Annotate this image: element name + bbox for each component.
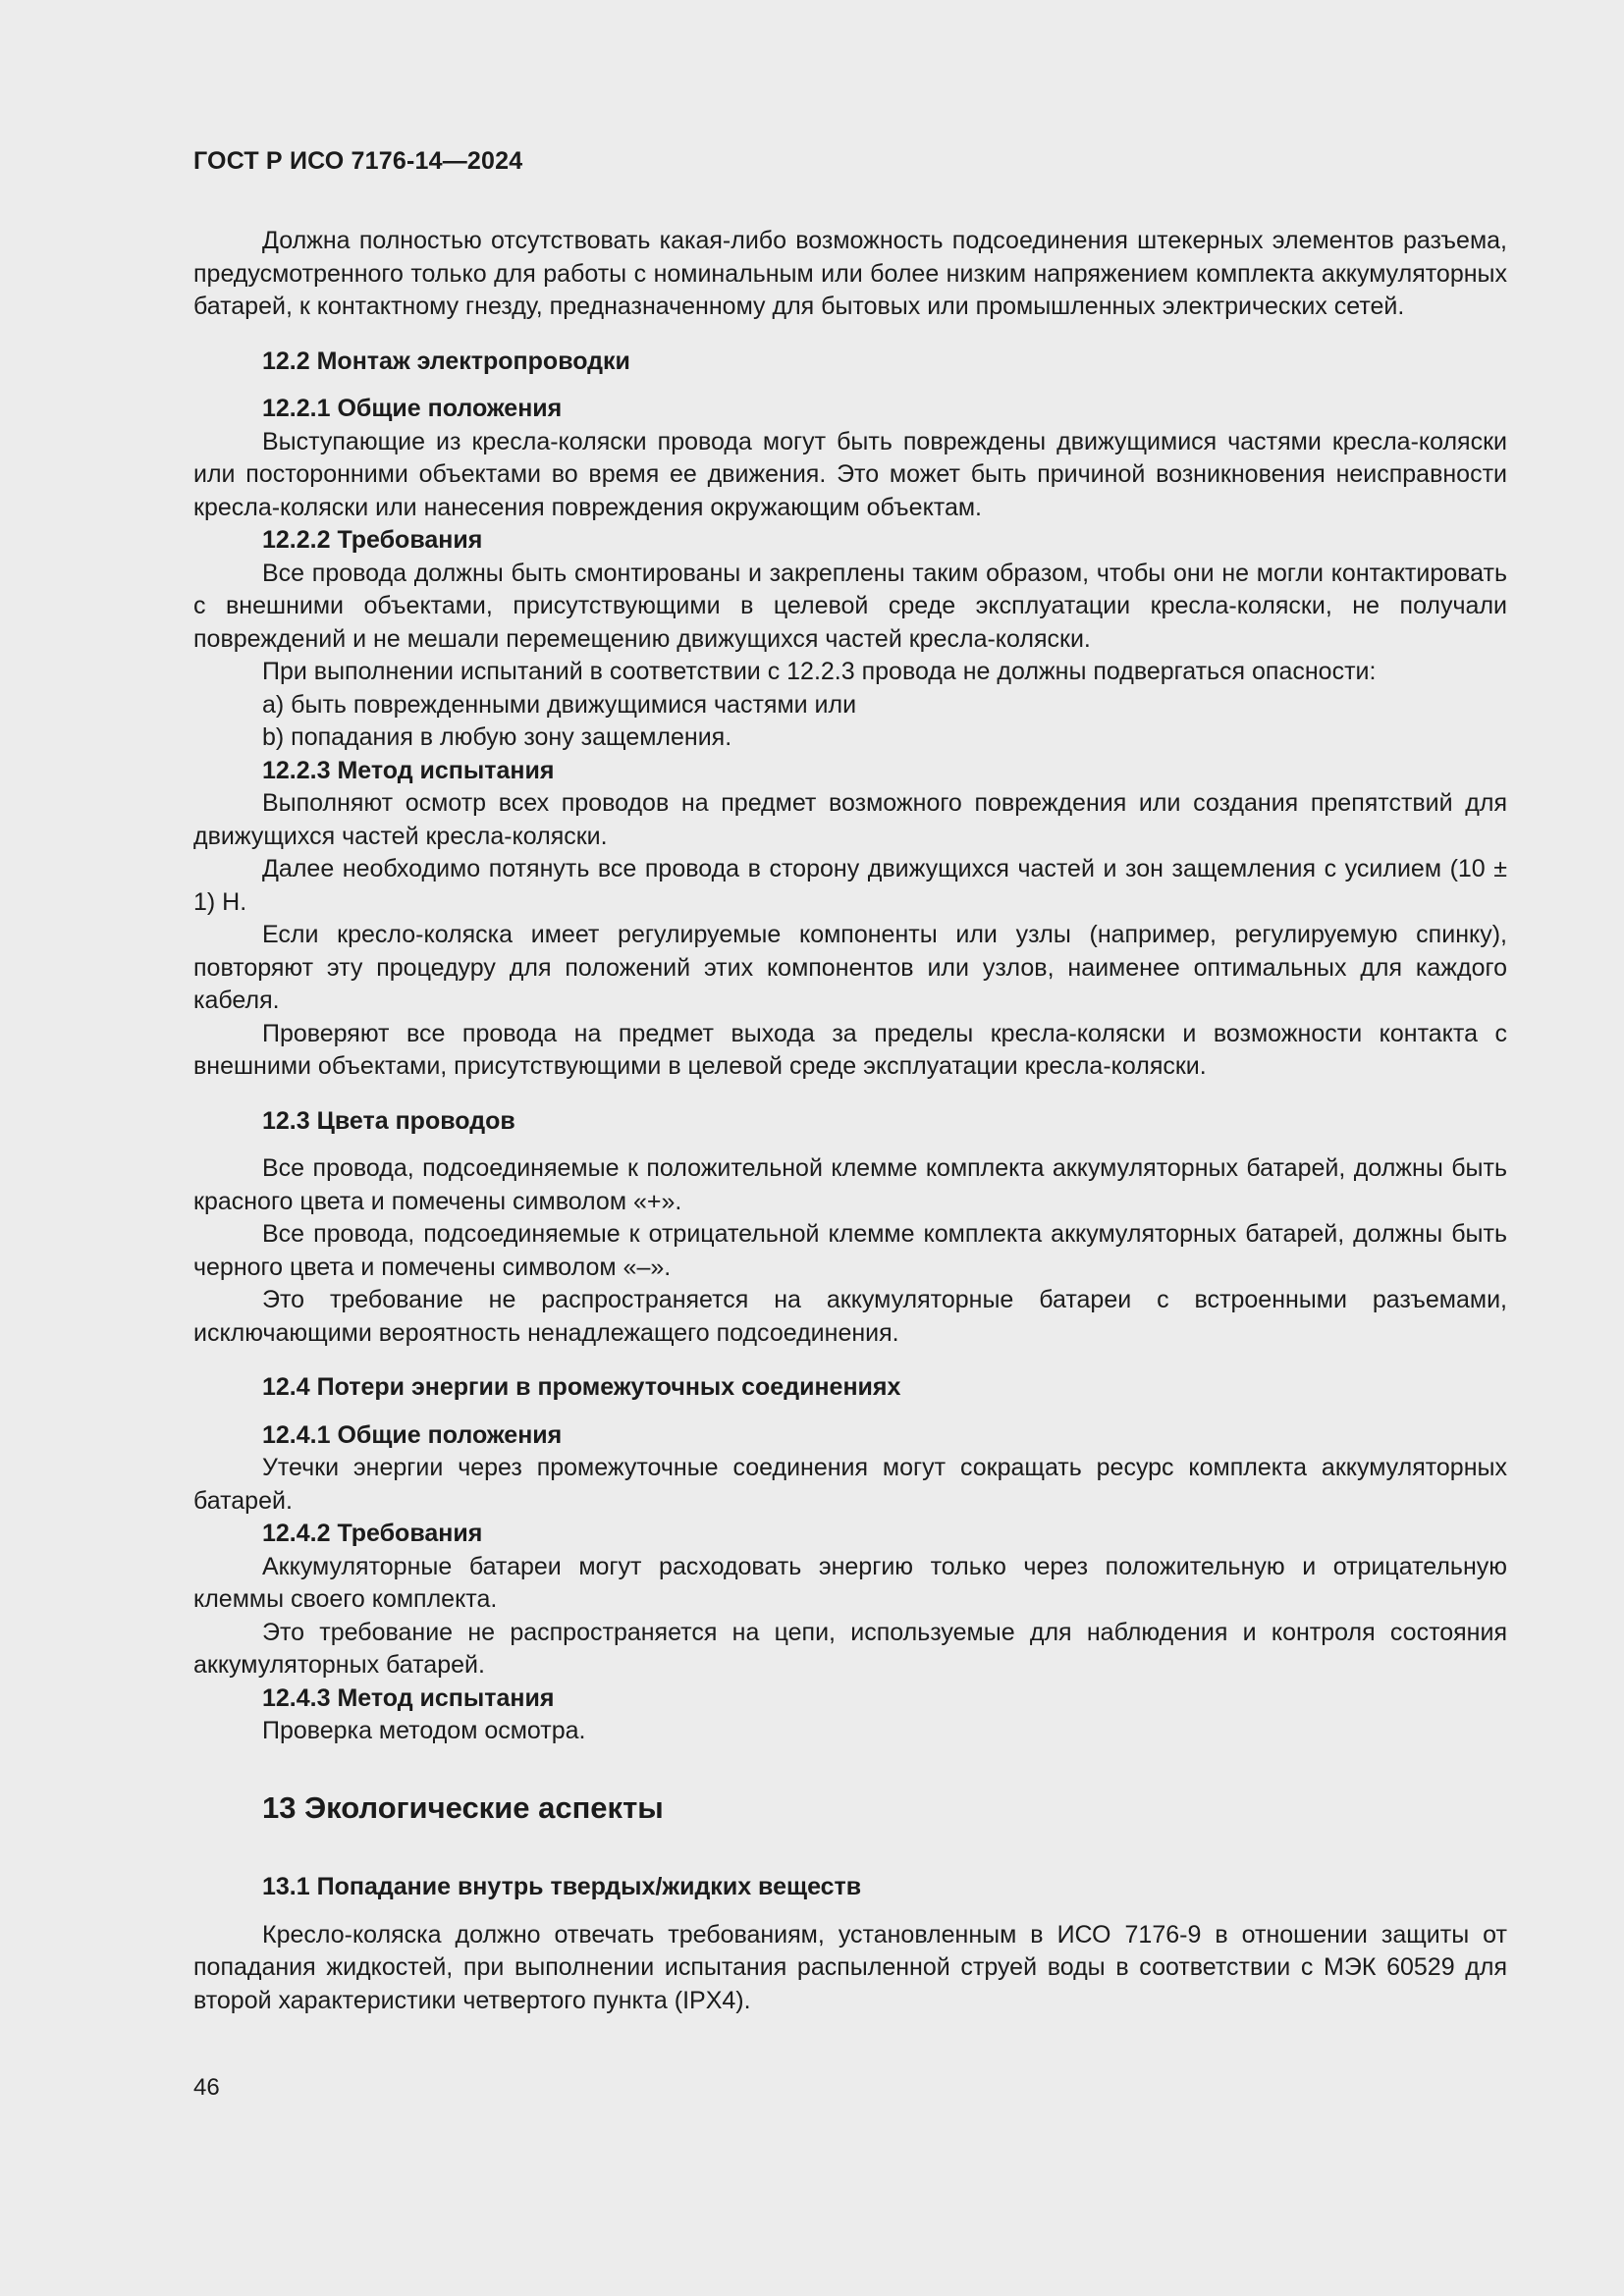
section-12-3-paragraph-3: Это требование не распространяется на аккумуляторные батареи с встроенными разъемами, исключающими вероятность ненадлежащего подсоединения. — [193, 1286, 1507, 1347]
document-body — [193, 225, 1507, 2017]
section-12-2-3-paragraph-3: Если кресло-коляска имеет регулируемые компоненты или узлы (например, регулируемую спинку), повторяют эту процедуру для положений этих компонентов или узлов, наименее оптимальных для каждого кабеля. — [193, 921, 1507, 1014]
section-12-2-2-paragraph-1: Все провода должны быть смонтированы и закреплены таким образом, чтобы они не могли контактировать с внешними объектами, присутствующими в целевой среде эксплуатации кресла-коляски, не получали повреждений и не мешали перемещению движущихся частей кресла-коляски. — [193, 559, 1507, 653]
section-13-1-paragraph: Кресло-коляска должно отвечать требованиям, установленным в ИСО 7176-9 в отношении защиты от попадания жидкостей, при выполнении испытания распыленной струей воды в соответствии с МЭК 60529 для второй характеристики четвертого пункта (IPX4). — [193, 1920, 1507, 2014]
section-12-4-heading: 12.4 Потери энергии в промежуточных соединениях — [262, 1373, 901, 1401]
section-12-2-2-paragraph-2: При выполнении испытаний в соответствии с 12.2.3 провода не должны подвергаться опасности: — [262, 658, 1377, 685]
section-12-4-3-paragraph: Проверка методом осмотра. — [262, 1717, 586, 1744]
section-12-2-3-heading: 12.2.3 Метод испытания — [262, 756, 555, 784]
document-header: ГОСТ Р ИСО 7176-14—2024 — [193, 147, 523, 175]
section-12-2-3-paragraph-1: Выполняют осмотр всех проводов на предмет возможного повреждения или создания препятствий для движущихся частей кресла-коляски. — [193, 789, 1507, 850]
section-12-2-3-paragraph-4: Проверяют все провода на предмет выхода за пределы кресла-коляски и возможности контакта с внешними объектами, присутствующими в целевой среде эксплуатации кресла-коляски. — [193, 1019, 1507, 1080]
section-12-2-1-paragraph: Выступающие из кресла-коляски провода могут быть повреждены движущимися частями кресла-коляски или посторонними объектами во время ее движения. Это может быть причиной возникновения неисправности кресла-коляски или нанесения повреждения окружающим объектам. — [193, 427, 1507, 521]
section-12-2-3-paragraph-2: Далее необходимо потянуть все провода в сторону движущихся частей и зон защемления с усилием (10 ± 1) Н. — [193, 855, 1507, 916]
section-12-4-3-heading: 12.4.3 Метод испытания — [262, 1683, 555, 1712]
section-12-2-1-heading: 12.2.1 Общие положения — [262, 395, 563, 422]
list-item-a: a) быть поврежденными движущимися частями или — [262, 690, 857, 719]
section-13-1-heading: 13.1 Попадание внутрь твердых/жидких веществ — [262, 1873, 862, 1900]
section-12-4-1-heading: 12.4.1 Общие положения — [262, 1420, 563, 1449]
section-12-2-2-heading: 12.2.2 Требования — [262, 526, 483, 554]
page-number: 46 — [193, 2074, 220, 2101]
section-12-3-heading: 12.3 Цвета проводов — [262, 1106, 515, 1135]
section-12-4-2-paragraph-1: Аккумуляторные батареи могут расходовать энергию только через положительную и отрицательную клеммы своего комплекта. — [193, 1552, 1507, 1613]
section-12-2-heading: 12.2 Монтаж электропроводки — [262, 347, 630, 375]
section-12-3-paragraph-1: Все провода, подсоединяемые к положительной клемме комплекта аккумуляторных батарей, должны быть красного цвета и помечены символом «+». — [193, 1154, 1507, 1215]
section-12-4-1-paragraph: Утечки энергии через промежуточные соединения могут сокращать ресурс комплекта аккумуляторных батарей. — [193, 1454, 1507, 1515]
intro-paragraph: Должна полностью отсутствовать какая-либо возможность подсоединения штекерных элементов разъема, предусмотренного только для работы с номинальным или более низким напряжением комплекта аккумуляторных батарей, к контактному гнезду, предназначенному для бытовых или промышленных электрических сетей. — [193, 227, 1507, 320]
list-item-b: b) попадания в любую зону защемления. — [262, 723, 732, 751]
section-12-4-2-paragraph-2: Это требование не распространяется на цепи, используемые для наблюдения и контроля состояния аккумуляторных батарей. — [193, 1618, 1507, 1679]
section-12-4-2-heading: 12.4.2 Требования — [262, 1520, 483, 1547]
section-13-heading: 13 Экологические аспекты — [262, 1789, 664, 1825]
section-12-3-paragraph-2: Все провода, подсоединяемые к отрицательной клемме комплекта аккумуляторных батарей, должны быть черного цвета и помечены символом «–». — [193, 1220, 1507, 1281]
